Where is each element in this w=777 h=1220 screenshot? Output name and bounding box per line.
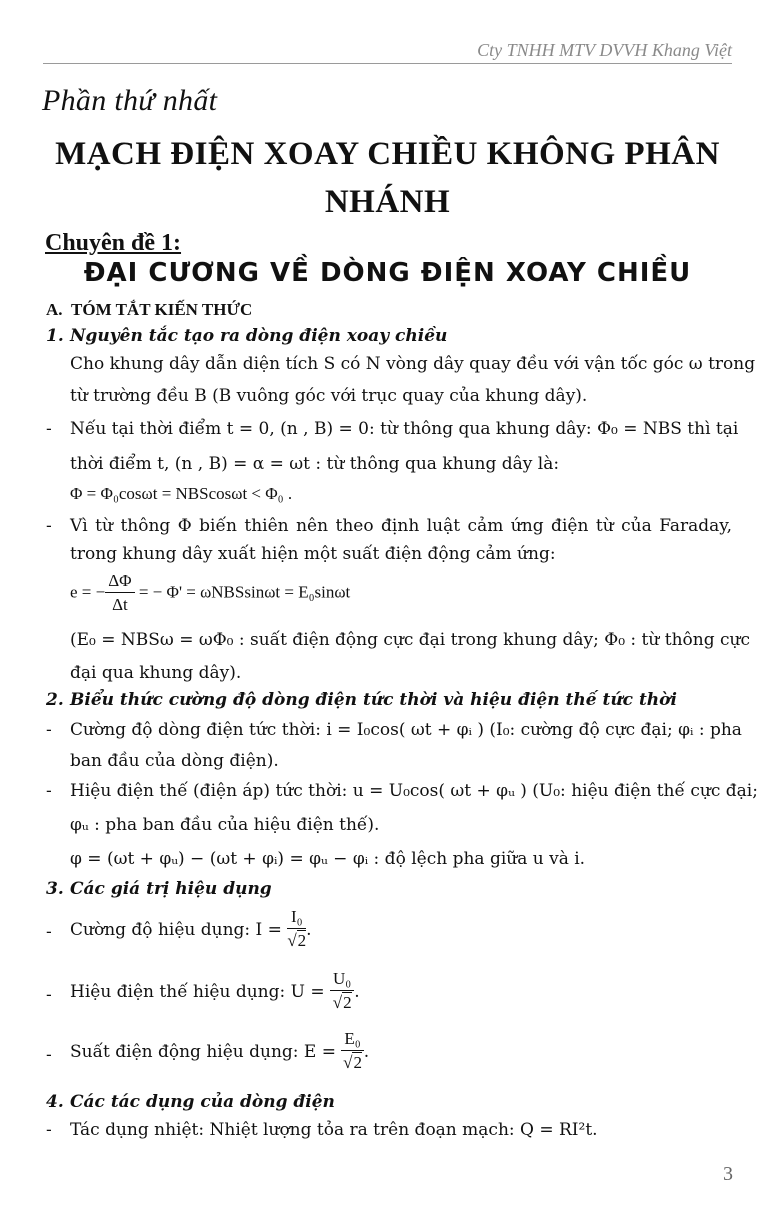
emf-denominator: Δt — [112, 595, 128, 614]
s1-bullet1-line2: thời điểm t, (n , B) = α = ωt : từ thông qua khung dây là: — [70, 454, 560, 474]
emf-rhs: = − Φ' = ωNBSsinωt = E₀sinωt — [138, 582, 351, 602]
section-a-heading — [46, 300, 252, 320]
s1-paragraph-line1: Cho khung dây dẫn diện tích S có N vòng dây quay đều với vận tốc góc ω trong — [70, 354, 756, 374]
section-3-num: 3. — [46, 879, 64, 899]
section-2-num: 2. — [46, 690, 64, 710]
page-number: 3 — [723, 1163, 733, 1185]
header-divider — [43, 63, 732, 64]
section-1-title: Nguyên tắc tạo ra dòng điện xoay chiều — [70, 326, 448, 346]
section-4-title: Các tác dụng của dòng điện — [70, 1092, 335, 1112]
s4-bullet1: Tác dụng nhiệt: Nhiệt lượng tỏa ra trên đoạn mạch: Q = RI²t. — [70, 1120, 598, 1140]
sqrt-radicand: 2 — [343, 993, 352, 1012]
s1-paragraph-line2: từ trường đều B (B vuông góc với trục quay của khung dây). — [70, 386, 588, 406]
rms-current-label: Cường độ hiệu dụng: I = — [70, 919, 282, 940]
sqrt-radicand: 2 — [297, 931, 307, 950]
bullet: - — [46, 516, 52, 536]
section-4-num: 4. — [46, 1092, 64, 1112]
emf-lhs: e = − — [70, 582, 106, 602]
bullet: - — [46, 419, 52, 439]
rms-emf-label: Suất điện động hiệu dụng: E = — [70, 1041, 336, 1062]
period: . — [354, 981, 360, 1002]
rms-current-fraction — [287, 906, 306, 953]
s1-bullet2-line5: đại qua khung dây). — [70, 663, 242, 683]
emf-fraction — [105, 570, 134, 617]
bullet: - — [46, 781, 52, 801]
page-title-line1: MẠCH ĐIỆN XOAY CHIỀU KHÔNG PHÂN — [55, 136, 720, 172]
section-3-title: Các giá trị hiệu dụng — [70, 879, 272, 899]
bullet: - — [46, 922, 52, 942]
period: . — [306, 919, 312, 940]
s1-bullet2-line2: trong khung dây xuất hiện một suất điện động cảm ứng: — [70, 544, 556, 564]
period: . — [363, 1041, 370, 1062]
chapter-label: Chuyên đề 1: — [45, 230, 182, 256]
page-title-line2: NHÁNH — [324, 184, 451, 220]
sqrt-radicand: 2 — [353, 1053, 362, 1072]
bullet: - — [46, 720, 52, 740]
chapter-title: ĐẠI CƯƠNG VỀ DÒNG ĐIỆN XOAY CHIỀU — [83, 258, 692, 288]
s1-bullet2-line4: (E₀ = NBSω = ωΦ₀ : suất điện động cực đại trong khung dây; Φ₀ : từ thông cực — [70, 630, 750, 650]
emf-equation — [70, 570, 350, 617]
header-publisher: Cty TNHH MTV DVVH Khang Việt — [477, 40, 732, 60]
page-title — [43, 130, 732, 226]
s2-bullet1-line2: ban đầu của dòng điện). — [70, 751, 279, 771]
s2-bullet2-line1: Hiệu điện thế (điện áp) tức thời: u = U₀cos( ωt + φᵤ ) (U₀: hiệu điện thế cực đại; — [70, 781, 758, 801]
bullet: - — [46, 1045, 52, 1065]
s1-bullet2-line1: Vì từ thông Φ biến thiên nên theo định luật cảm ứng điện từ của Faraday, — [70, 516, 732, 536]
s1-bullet1-line1: Nếu tại thời điểm t = 0, (n , B) = 0: từ thông qua khung dây: Φ₀ = NBS thì tại — [70, 419, 739, 439]
bullet: - — [46, 1120, 52, 1140]
rms-voltage-numerator: U₀ — [330, 968, 354, 991]
rms-emf-denominator: √2 — [343, 1053, 362, 1072]
emf-numerator: ΔΦ — [105, 570, 134, 593]
rms-emf — [70, 1028, 369, 1075]
rms-current-denominator: √2 — [287, 931, 307, 950]
rms-emf-numerator: E₀ — [341, 1028, 363, 1051]
s2-phase-difference: φ = (ωt + φᵤ) − (ωt + φᵢ) = φᵤ − φᵢ : độ lệch pha giữa u và i. — [70, 849, 586, 869]
section-a-title: TÓM TẮT KIẾN THỨC — [71, 300, 253, 319]
rms-voltage-denominator: √2 — [332, 993, 352, 1012]
part-label: Phần thứ nhất — [42, 84, 218, 117]
rms-current — [70, 906, 312, 953]
s1-flux-formula: Φ = Φ₀cosωt = NBScosωt < Φ₀ . — [70, 484, 293, 503]
rms-emf-fraction — [341, 1028, 363, 1075]
section-a-label: A. — [46, 300, 63, 319]
rms-voltage-label: Hiệu điện thế hiệu dụng: U = — [70, 981, 325, 1002]
section-2-title: Biểu thức cường độ dòng điện tức thời và hiệu điện thế tức thời — [70, 690, 677, 710]
rms-voltage — [70, 968, 360, 1015]
rms-voltage-fraction — [330, 968, 354, 1015]
s2-bullet1-line1: Cường độ dòng điện tức thời: i = I₀cos( ωt + φᵢ ) (I₀: cường độ cực đại; φᵢ : pha — [70, 720, 742, 740]
bullet: - — [46, 985, 52, 1005]
s2-bullet2-line2: φᵤ : pha ban đầu của hiệu điện thế). — [70, 815, 380, 835]
section-1-num: 1. — [46, 326, 64, 346]
rms-current-numerator: I₀ — [287, 906, 306, 929]
